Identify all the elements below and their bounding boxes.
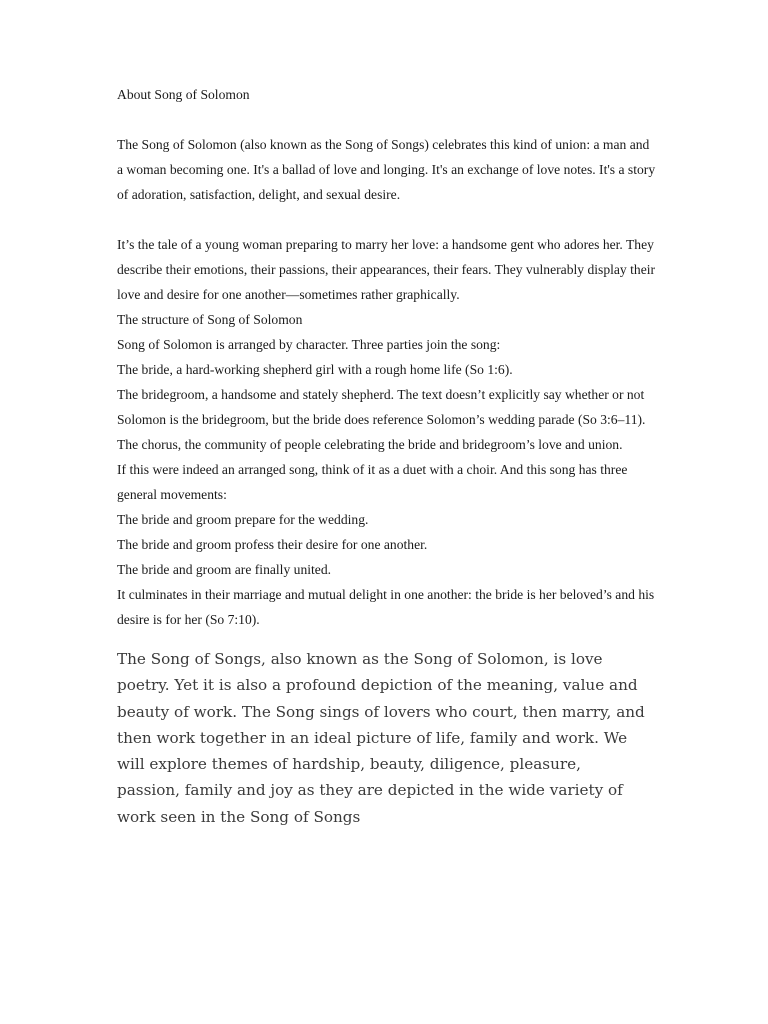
movement-3: The bride and groom are finally united. [117, 562, 332, 577]
movement-1: The bride and groom prepare for the wedding. [117, 512, 369, 527]
structure-intro: Song of Solomon is arranged by character. Three parties join the song: [117, 337, 501, 352]
document-title: About Song of Solomon [117, 87, 250, 102]
party-bridegroom: The bridegroom, a handsome and stately shepherd. The text doesn’t explicitly say whether or not Solomon is the bridegroom, but the bride does reference Solomon’s wedding parade (So 3:6–11). [117, 387, 646, 427]
culmination-paragraph: It culminates in their marriage and mutual delight in one another: the bride is her beloved’s and his desire is for her (So 7:10). [117, 587, 655, 627]
movements-intro: If this were indeed an arranged song, think of it as a duet with a choir. And this song has three general movements: [117, 462, 628, 502]
party-bride: The bride, a hard-working shepherd girl with a rough home life (So 1:6). [117, 362, 513, 377]
intro-paragraph-1: The Song of Solomon (also known as the Song of Songs) celebrates this kind of union: a man and a woman becoming one. It's a ballad of love and longing. It's an exchange of love notes. It's a story of adoration, satisfaction, delight, and sexual desire. [117, 137, 656, 202]
structure-heading: The structure of Song of Solomon [117, 312, 303, 327]
intro-paragraph-2: It’s the tale of a young woman preparing to marry her love: a handsome gent who adores her. They describe their emotions, their passions, their appearances, their fears. They vulnerably display their love and desire for one another—sometimes rather graphically. [117, 237, 656, 302]
document-page [117, 82, 657, 830]
section-spacer [117, 632, 657, 646]
closing-paragraph: The Song of Songs, also known as the Song of Solomon, is love poetry. Yet it is also a profound depiction of the meaning, value and beauty of work. The Song sings of lovers who court, then marry, and then work together in an ideal picture of life, family and work. We will explore themes of hardship, beauty, diligence, pleasure, passion, family and joy as they are depicted in the wide variety of work seen in the Song of Songs [117, 650, 645, 826]
movement-2: The bride and groom profess their desire for one another. [117, 537, 428, 552]
party-chorus: The chorus, the community of people celebrating the bride and bridegroom’s love and union. [117, 437, 623, 452]
